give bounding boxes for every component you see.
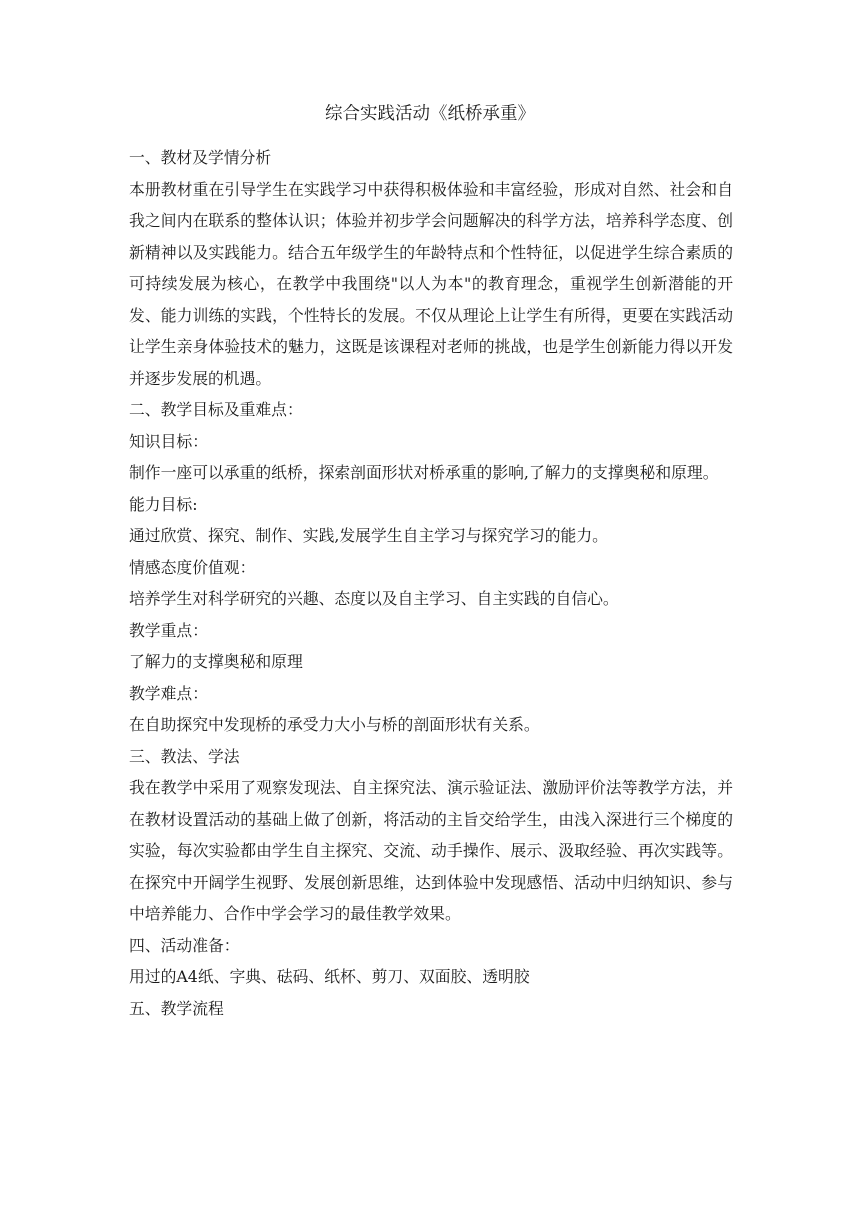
key-point-text: 了解力的支撑奥秘和原理 [129, 652, 303, 671]
section-heading-3: 三、教法、学法 [129, 746, 240, 766]
emotion-goal-label: 情感态度价值观： [129, 557, 256, 577]
document-title: 综合实践活动《纸桥承重》 [325, 104, 535, 124]
ability-goal-text: 通过欣赏、探究、制作、实践,发展学生自主学习与探究学习的能力。 [129, 526, 608, 545]
key-point-label: 教学重点： [129, 620, 208, 640]
section-1-paragraph: 本册教材重在引导学生在实践学习中获得积极体验和丰富经验，形成对自然、社会和自我之间内在联系的整体认识；体验并初步学会问题解决的科学方法，培养科学态度、创新精神以及实践能力。结合五年级学生的年龄特点和个性特征，以促进学生综合素质的可持续发展为核心，在教学中我围绕"以人为本"的教育理念，重视学生创新潜能的开发、能力训练的实践，个性特长的发展。不仅从理论上让学生有所得，更要在实践活动让学生亲身体验技术的魅力，这既是该课程对老师的挑战，也是学生创新能力得以开发并逐步发展的机遇。 [129, 179, 733, 388]
materials-list: 用过的A4纸、字典、砝码、纸杯、剪刀、双面胶、透明胶 [129, 967, 530, 986]
section-heading-4: 四、活动准备： [129, 935, 240, 955]
ability-goal-label: 能力目标: [129, 494, 198, 514]
knowledge-goal-text: 制作一座可以承重的纸桥，探索剖面形状对桥承重的影响,了解力的支撑奥秘和原理。 [129, 463, 719, 482]
document-body [129, 142, 733, 1024]
difficulty-label: 教学难点： [129, 683, 208, 703]
section-heading-5: 五、教学流程 [129, 998, 224, 1018]
section-heading-2: 二、教学目标及重难点： [129, 400, 303, 419]
knowledge-goal-label: 知识目标： [129, 431, 208, 451]
emotion-goal-text: 培养学生对科学研究的兴趣、态度以及自主学习、自主实践的自信心。 [129, 589, 619, 608]
section-heading-1: 一、教材及学情分析 [129, 148, 272, 167]
section-3-paragraph: 我在教学中采用了观察发现法、自主探究法、演示验证法、激励评价法等教学方法，并在教材设置活动的基础上做了创新，将活动的主旨交给学生，由浅入深进行三个梯度的实验，每次实验都由学生自主探究、交流、动手操作、展示、汲取经验、再次实践等。在探究中开阔学生视野、发展创新思维，达到体验中发现感悟、活动中归纳知识、参与中培养能力、合作中学会学习的最佳教学效果。 [129, 778, 733, 923]
difficulty-text: 在自助探究中发现桥的承受力大小与桥的剖面形状有关系。 [129, 715, 540, 734]
